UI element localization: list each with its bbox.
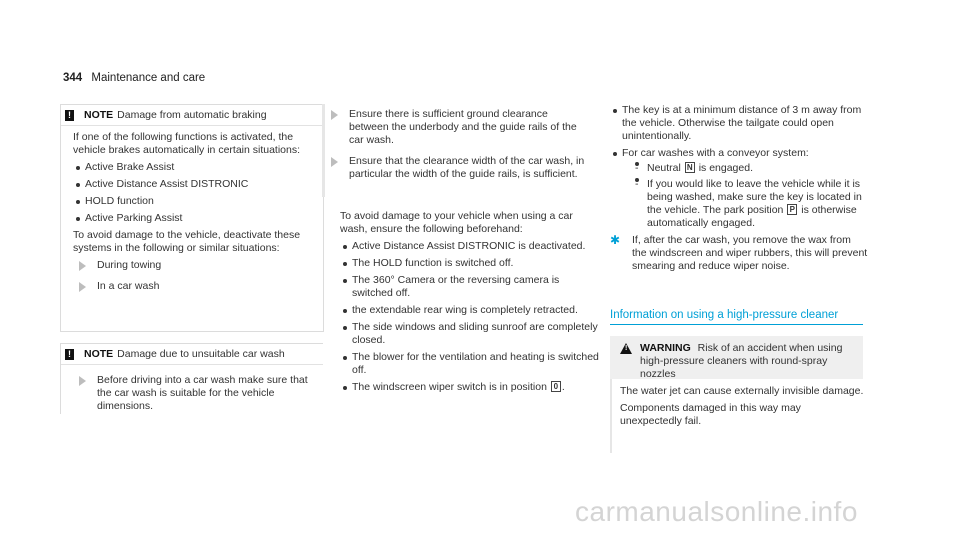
checklist-intro: To avoid damage to your vehicle when using a car wash, ensure the following beforehand:: [340, 210, 573, 235]
list-item: For car washes with a conveyor system: - Neutral N is engaged. - If you would like to leave the vehicle while it is being washed, make sure the key is located in the vehicle. The park position P is otherwise automatically engaged.: [610, 147, 868, 230]
warning-triangle-icon: !: [620, 343, 632, 354]
note-intro: If one of the following functions is activated, the vehicle brakes automatically in certain situations:: [73, 131, 301, 156]
warning-paragraph: The water jet can cause externally invisible damage.: [620, 385, 864, 397]
watermark: carmanualsonline.info: [575, 496, 858, 527]
list-item: The HOLD function is switched off.: [340, 257, 602, 270]
steps-continued: [322, 104, 587, 197]
step-item: Before driving into a car wash make sure that the car wash is suitable for the vehicle dimensions.: [73, 374, 323, 413]
checklist: [610, 104, 868, 230]
note-label: NOTE: [84, 347, 114, 360]
section-title: Information on using a high-pressure cleaner: [610, 309, 863, 325]
list-item: the extendable rear wing is completely retracted.: [340, 304, 602, 317]
page-header: [63, 72, 205, 85]
list-item: The blower for the ventilation and heating is switched off.: [340, 351, 602, 377]
note-deactivate: To avoid damage to the vehicle, deactivate these systems in the following or similar situations:: [73, 229, 301, 254]
page-number: 344: [63, 72, 83, 84]
note-title: Damage due to unsuitable car wash: [117, 347, 285, 360]
list-item: Active Parking Assist: [73, 212, 323, 225]
step-item: Ensure that the clearance width of the car wash, in particular the width of the guide rails, is sufficient.: [325, 155, 587, 181]
step-arrow-icon: [79, 282, 86, 292]
warning-title: Risk of an accident when using high-pressure cleaners with round-spray nozzles: [640, 342, 843, 380]
note-body: [61, 126, 323, 305]
note-automatic-braking: [60, 104, 324, 332]
list-item: - Neutral N is engaged.: [635, 162, 868, 175]
warning-body: [610, 379, 865, 453]
car-wash-checklist: [340, 210, 602, 398]
step-item: Ensure there is sufficient ground clearance between the underbody and the guide rails of the car wash.: [325, 108, 587, 147]
warning-box: [610, 336, 863, 379]
checklist: [340, 240, 602, 394]
notice-icon: !: [65, 349, 74, 360]
list-item: Active Distance Assist DISTRONIC: [73, 178, 323, 191]
list-item: Active Distance Assist DISTRONIC is deactivated.: [340, 240, 602, 253]
wiper-position-key: 0: [551, 381, 561, 392]
warning-header: [610, 336, 863, 384]
note-title: Damage from automatic braking: [117, 108, 267, 121]
list-item: The windscreen wiper switch is in position 0 .: [340, 381, 602, 394]
step-item: In a car wash: [73, 280, 323, 293]
list-item: HOLD function: [73, 195, 323, 208]
list-item: The side windows and sliding sunroof are completely closed.: [340, 321, 602, 347]
park-key: P: [787, 204, 797, 215]
notice-icon: !: [65, 110, 74, 121]
tip-icon: ✱: [610, 233, 621, 247]
step-item: During towing: [73, 259, 323, 272]
step-arrow-icon: [331, 157, 338, 167]
function-list: [73, 161, 323, 225]
car-wash-checklist-continued: [610, 104, 868, 273]
section-name: Maintenance and care: [91, 72, 206, 84]
step-arrow-icon: [331, 110, 338, 120]
conveyor-sublist: [622, 162, 868, 230]
warning-label: WARNING: [640, 342, 691, 354]
note-unsuitable-car-wash: [60, 343, 323, 414]
list-item: Active Brake Assist: [73, 161, 323, 174]
neutral-key: N: [685, 162, 695, 173]
warning-paragraph: Components damaged in this way may unexpectedly fail.: [620, 402, 801, 427]
list-item: The 360° Camera or the reversing camera is switched off.: [340, 274, 602, 300]
note-body: [61, 365, 323, 425]
list-item: - If you would like to leave the vehicle while it is being washed, make sure the key is located in the vehicle. The park position P is otherwise automatically engaged.: [635, 178, 868, 230]
note-header: [61, 344, 323, 365]
note-header: [61, 105, 323, 126]
list-item: The key is at a minimum distance of 3 m away from the vehicle. Otherwise the tailgate could open unintentionally.: [610, 104, 868, 143]
tip: ✱ If, after the car wash, you remove the wax from the windscreen and wiper rubbers, this will prevent smearing and reduce wiper noise.: [610, 233, 868, 272]
step-arrow-icon: [79, 261, 86, 271]
step-arrow-icon: [79, 376, 86, 386]
note-label: NOTE: [84, 108, 114, 121]
